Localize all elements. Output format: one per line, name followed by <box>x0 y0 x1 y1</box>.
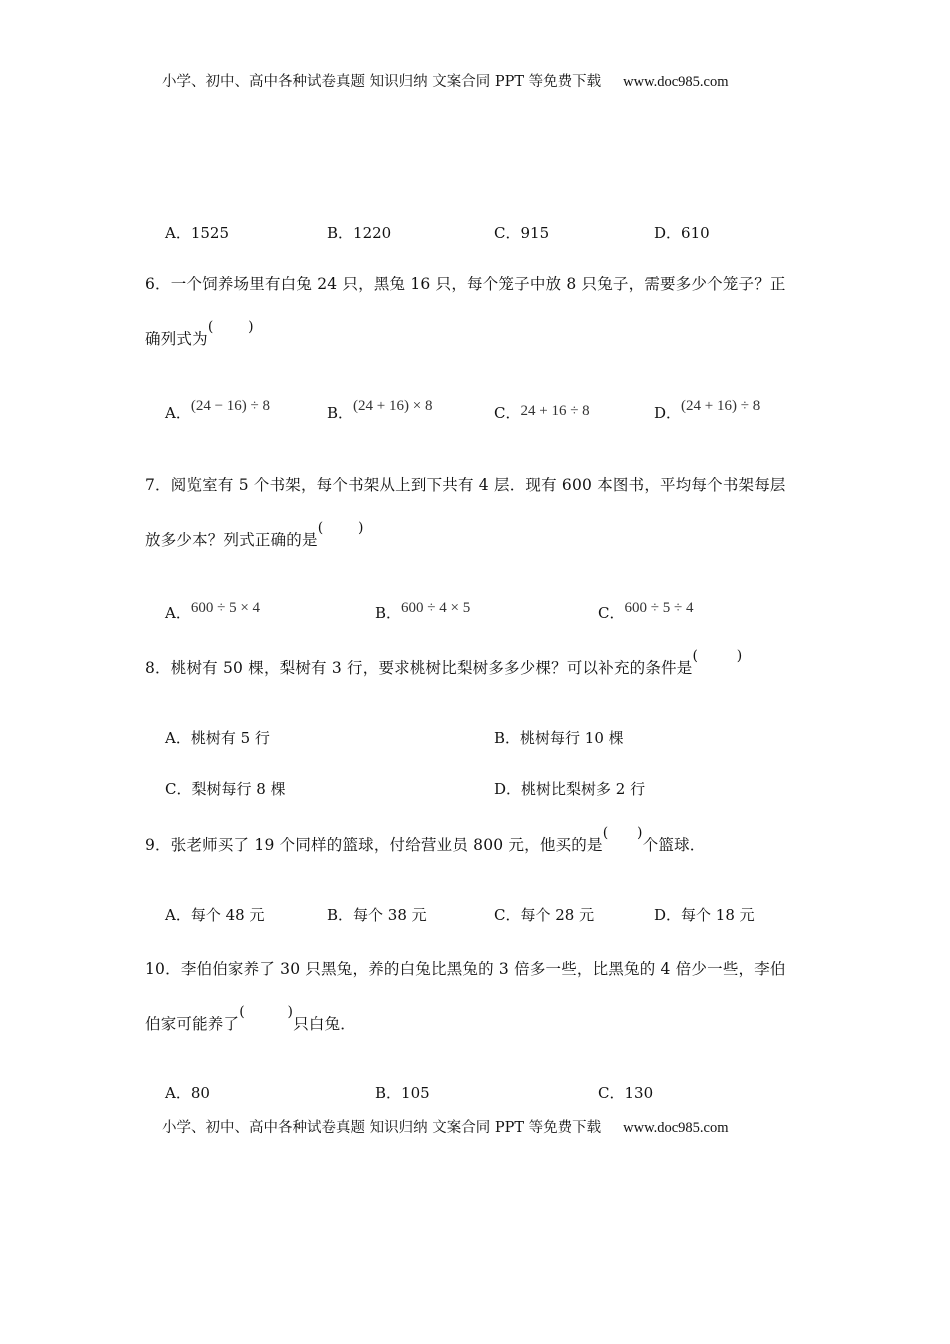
q8-option-b[interactable]: B．桃树每行 10 棵 <box>494 729 624 747</box>
page-footer <box>162 1116 729 1137</box>
footer-text: 小学、初中、高中各种试卷真题 知识归纳 文案合同 PPT 等免费下载 <box>162 1120 602 1136</box>
q6-stem-line2: 确列式为 ( ) <box>145 319 254 348</box>
q5-option-a[interactable]: A．1525 <box>165 224 230 242</box>
answer-blank[interactable]: ( ) <box>602 825 643 841</box>
q5-option-c[interactable]: C．915 <box>494 224 550 242</box>
q7-stem-line1: 7．阅览室有 5 个书架，每个书架从上到下共有 4 层．现有 600 本图书，平均每个书架每层 <box>145 476 786 494</box>
q5-option-d[interactable]: D．610 <box>654 224 710 242</box>
q9-option-a[interactable]: A．每个 48 元 <box>165 906 265 924</box>
q9-option-b[interactable]: B．每个 38 元 <box>327 906 427 924</box>
q6-option-a[interactable]: A．(24 − 16) ÷ 8 <box>165 398 271 422</box>
q8-option-a[interactable]: A．桃树有 5 行 <box>165 729 270 747</box>
q6-option-b[interactable]: B．(24 + 16) × 8 <box>327 398 433 422</box>
answer-blank[interactable]: ( ) <box>207 319 254 335</box>
header-url[interactable]: www.doc985.com <box>623 74 729 90</box>
page-header <box>162 70 729 91</box>
q8-stem: 8．桃树有 50 棵，梨树有 3 行，要求桃树比梨树多多少棵？可以补充的条件是 ( ) <box>145 648 743 677</box>
answer-blank[interactable]: ( ) <box>239 1004 294 1020</box>
q8-option-d[interactable]: D．桃树比梨树多 2 行 <box>494 780 646 798</box>
q7-stem-line2: 放多少本？列式正确的是 ( ) <box>145 520 364 549</box>
q6-stem-line1: 6．一个饲养场里有白兔 24 只，黑兔 16 只，每个笼子中放 8 只兔子，需要多少个笼子？正 <box>145 275 786 293</box>
q10-option-c[interactable]: C．130 <box>598 1084 654 1102</box>
q9-stem: 9．张老师买了 19 个同样的篮球，付给营业员 800 元，他买的是 ( ) 个篮球． <box>145 825 706 854</box>
q9-option-d[interactable]: D．每个 18 元 <box>654 906 755 924</box>
answer-blank[interactable]: ( ) <box>692 648 743 664</box>
q10-stem-line2: 伯家可能养了 ( ) 只白兔． <box>145 1004 357 1033</box>
q10-option-b[interactable]: B．105 <box>375 1084 430 1102</box>
q9-option-c[interactable]: C．每个 28 元 <box>494 906 595 924</box>
q10-option-a[interactable]: A．80 <box>165 1084 210 1102</box>
q5-option-b[interactable]: B．1220 <box>327 224 392 242</box>
q7-option-c[interactable]: C．600 ÷ 5 ÷ 4 <box>598 600 694 622</box>
header-text: 小学、初中、高中各种试卷真题 知识归纳 文案合同 PPT 等免费下载 <box>162 74 602 90</box>
q7-option-a[interactable]: A．600 ÷ 5 × 4 <box>165 600 261 622</box>
q7-option-b[interactable]: B．600 ÷ 4 × 5 <box>375 600 471 622</box>
q8-option-c[interactable]: C．梨树每行 8 棵 <box>165 780 286 798</box>
q10-stem-line1: 10．李伯伯家养了 30 只黑兔，养的白兔比黑兔的 3 倍多一些，比黑兔的 4 倍少一些，李伯 <box>145 960 786 978</box>
footer-url[interactable]: www.doc985.com <box>623 1120 729 1136</box>
q6-option-c[interactable]: C．24 + 16 ÷ 8 <box>494 403 590 422</box>
answer-blank[interactable]: ( ) <box>317 520 364 536</box>
q6-option-d[interactable]: D．(24 + 16) ÷ 8 <box>654 398 761 422</box>
